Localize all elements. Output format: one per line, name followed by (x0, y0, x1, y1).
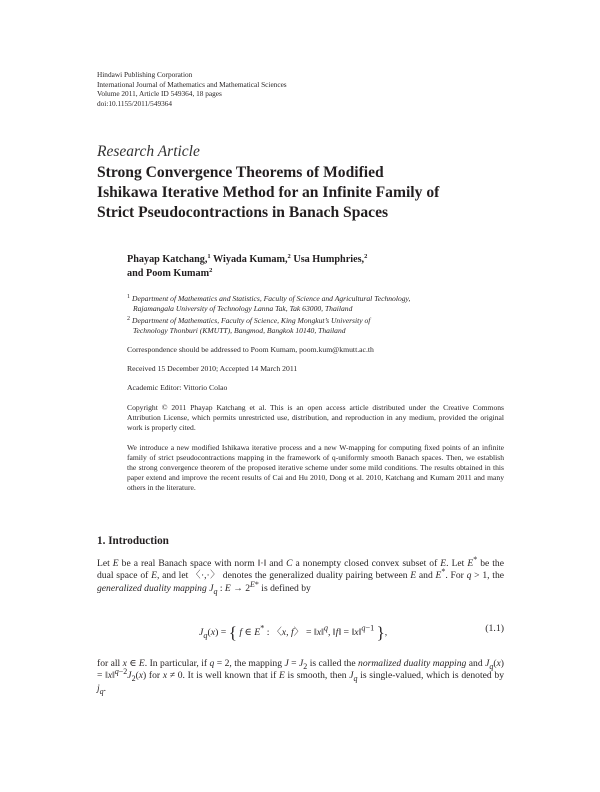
received-dates: Received 15 December 2010; Accepted 14 March 2011 (127, 364, 298, 373)
equation-number: (1.1) (485, 623, 504, 634)
author-name: Phayap Katchang, (127, 254, 208, 265)
volume-info: Volume 2011, Article ID 549364, 18 pages (97, 89, 222, 99)
affiliation-text: Department of Mathematics and Statistics, Faculty of Science and Agricultural Technology, (132, 294, 411, 303)
academic-editor: Academic Editor: Vittorio Colao (127, 383, 228, 392)
body-paragraph: Let E be a real Banach space with norm ‖·‖ and C a nonempty closed convex subset of E. Let E* be the dual space of E, and let 〈·,·〉 denotes the generalized duality pairing between E and E*. For q > 1, the generalized duality mapping $J_q$ : $E \to 2^{E*}$ is defined by (97, 554, 505, 596)
correspondence: Correspondence should be addressed to Poom Kumam, poom.kum@kmutt.ac.th (127, 345, 374, 354)
affiliation-text: Rajamangala University of Technology Lanna Tak, Tak 63000, Thailand (133, 304, 353, 313)
article-type: Research Article (97, 143, 200, 160)
author-list: Phayap Katchang,$^1$ Wiyada Kumam,$^2$ Usa Humphries,$^2$ and Poom Kumam$^2$ (127, 253, 368, 279)
abstract: We introduce a new modified Ishikawa iterative process and a new W-mapping for computing fixed points of an infinite family of strict pseudocontractions mapping in the framework of q-uniformly smooth Banach spaces. Then, we establish the strong convergence theorem of the proposed iterative scheme under some mild conditions. The results obtained in this paper extend and improve the recent results of Cai and Hu 2010, Dong et al. 2010, Katchang and Kumam 2011 and many others in the literature. (127, 443, 504, 493)
title-line: Ishikawa Iterative Method for an Infinite Family of (97, 184, 440, 201)
copyright-notice: Copyright © 2011 Phayap Katchang et al. This is an open access article distributed under the Creative Commons Attribution License, which permits unrestricted use, distribution, and reproduction in any medium, provided the original work is properly cited. (127, 403, 504, 433)
author-name: Usa Humphries, (293, 254, 365, 265)
affiliations: $^1$ Department of Mathematics and Statistics, Faculty of Science and Agricultural Technology, Rajamangala University of Technology Lanna Tak, Tak 63000, Thailand $^2$ Department of Mathematics, Faculty of Science, King Mongkut’s University of Technology Thonburi (KMUTT), Bangmod, Bangkok 10140, Thailand (127, 294, 411, 335)
doi: doi:10.1155/2011/549364 (97, 98, 173, 108)
publisher: Hindawi Publishing Corporation (97, 70, 193, 79)
affiliation-text: Department of Mathematics, Faculty of Science, King Mongkut’s University of (132, 316, 371, 325)
affiliation-text: Technology Thonburi (KMUTT), Bangmod, Bangkok 10140, Thailand (133, 326, 346, 335)
title-line: Strong Convergence Theorems of Modified (97, 164, 384, 181)
section-heading: 1. Introduction (97, 535, 169, 547)
journal-name: International Journal of Mathematics and Mathematical Sciences (97, 79, 287, 89)
journal-header (97, 70, 287, 108)
author-name: and Poom Kumam (127, 268, 210, 279)
equation-1-1: $J_q(x)$ = { f ∈ E* : 〈x, f〉 = ‖x‖$^q$, ‖f‖ = ‖x‖$^{q-1}$ }, (1.1) (199, 623, 504, 642)
title-line: Strict Pseudocontractions in Banach Spaces (97, 204, 389, 221)
paper-title (97, 163, 527, 223)
author-name: Wiyada Kumam, (213, 254, 288, 265)
body-paragraph: for all x ∈ E. In particular, if q = 2, the mapping $J = J_2$ is called the normalized duality mapping and $J_q(x)$ = $‖x‖^{q-2}J_2(x)$ for x ≠ 0. It is well known that if E is smooth, then $J_q$ is single-valued, which is denoted by $j_q$. (97, 658, 504, 696)
